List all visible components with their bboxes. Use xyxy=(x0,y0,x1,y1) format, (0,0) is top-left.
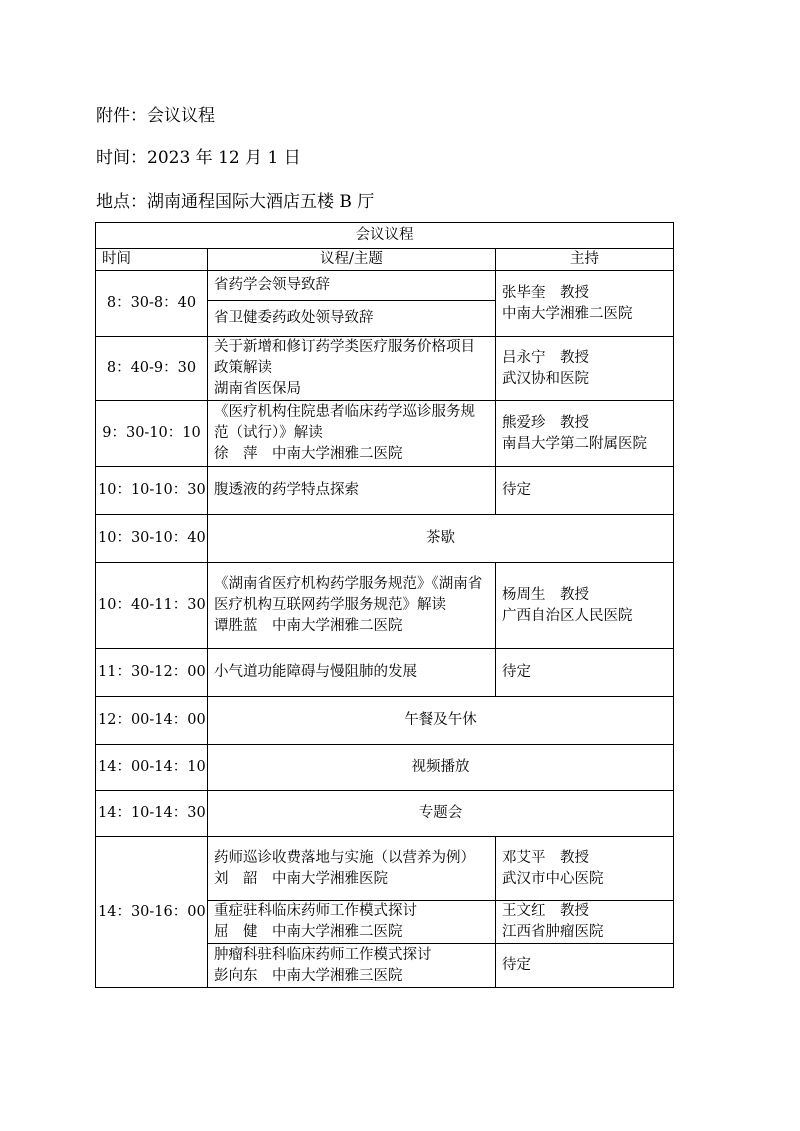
host-affiliation: 武汉协和医院 xyxy=(502,370,589,387)
break-cell: 视频播放 xyxy=(208,745,674,791)
host-affiliation: 南昌大学第二附属医院 xyxy=(502,435,647,452)
table-row xyxy=(96,837,674,901)
host-cell xyxy=(496,563,674,649)
time-cell: 14：10-14：30 xyxy=(96,791,208,837)
time-cell: 10：40-11：30 xyxy=(96,563,208,649)
host-cell xyxy=(496,271,674,337)
host-name: 熊爱珍 教授 xyxy=(502,414,589,431)
topic-cell xyxy=(208,901,496,944)
topic-cell xyxy=(208,837,496,901)
time-cell: 14：00-14：10 xyxy=(96,745,208,791)
topic-cell xyxy=(208,563,496,649)
topic-speaker: 湖南省医保局 xyxy=(214,381,301,397)
break-cell: 专题会 xyxy=(208,791,674,837)
host-cell xyxy=(496,401,674,467)
meeting-time: 时间：2023 年 12 月 1 日 xyxy=(96,148,301,168)
topic-speaker: 屈 健 中南大学湘雅二医院 xyxy=(214,924,403,940)
break-cell: 午餐及午休 xyxy=(208,697,674,745)
topic-cell xyxy=(208,401,496,467)
agenda-table xyxy=(95,222,674,988)
time-cell: 10：10-10：30 xyxy=(96,467,208,515)
time-cell: 10：30-10：40 xyxy=(96,515,208,563)
table-row xyxy=(96,745,674,791)
topic-cell: 小气道功能障碍与慢阻肺的发展 xyxy=(208,649,496,697)
time-cell: 8：40-9：30 xyxy=(96,337,208,401)
host-name: 王文红 教授 xyxy=(502,903,589,919)
attachment-heading: 附件：会议议程 xyxy=(96,106,215,126)
host-cell: 待定 xyxy=(496,649,674,697)
topic-speaker: 刘 韶 中南大学湘雅医院 xyxy=(214,870,388,887)
host-name: 杨周生 教授 xyxy=(502,586,589,603)
break-cell: 茶歇 xyxy=(208,515,674,563)
host-cell: 待定 xyxy=(496,467,674,515)
column-header-topic: 议程/主题 xyxy=(208,249,496,271)
topic-title: 《医疗机构住院患者临床药学巡诊服务规范（试行）》解读 xyxy=(214,404,475,441)
host-affiliation: 中南大学湘雅二医院 xyxy=(502,305,633,322)
time-cell: 11：30-12：00 xyxy=(96,649,208,697)
host-name: 张毕奎 教授 xyxy=(502,284,589,301)
host-cell xyxy=(496,337,674,401)
topic-speaker: 徐 萍 中南大学湘雅二医院 xyxy=(214,446,403,462)
host-cell xyxy=(496,837,674,901)
meeting-location: 地点：湖南通程国际大酒店五楼 B 厅 xyxy=(96,192,375,212)
time-cell: 14：30-16：00 xyxy=(96,837,208,988)
time-cell: 9：30-10：10 xyxy=(96,401,208,467)
topic-cell: 省药学会领导致辞 xyxy=(208,271,496,301)
column-header-host: 主持 xyxy=(496,249,674,271)
table-row xyxy=(96,697,674,745)
topic-cell xyxy=(208,944,496,988)
table-row xyxy=(96,467,674,515)
table-row xyxy=(96,337,674,401)
host-affiliation: 武汉市中心医院 xyxy=(502,870,604,887)
host-name: 邓艾平 教授 xyxy=(502,849,589,866)
time-cell: 12：00-14：00 xyxy=(96,697,208,745)
table-row xyxy=(96,649,674,697)
host-cell xyxy=(496,901,674,944)
topic-cell: 腹透液的药学特点探索 xyxy=(208,467,496,515)
host-cell: 待定 xyxy=(496,944,674,988)
topic-title: 重症驻科临床药师工作模式探讨 xyxy=(214,903,417,919)
table-title: 会议议程 xyxy=(96,223,674,249)
table-row xyxy=(96,515,674,563)
host-affiliation: 江西省肿瘤医院 xyxy=(502,924,604,940)
topic-title: 《湖南省医疗机构药学服务规范》《湖南省医疗机构互联网药学服务规范》解读 xyxy=(214,576,483,613)
time-cell: 8：30-8：40 xyxy=(96,271,208,337)
topic-speaker: 谭胜蓝 中南大学湘雅二医院 xyxy=(214,618,403,634)
table-row xyxy=(96,271,674,301)
topic-cell: 省卫健委药政处领导致辞 xyxy=(208,301,496,337)
topic-title: 肿瘤科驻科临床药师工作模式探讨 xyxy=(214,946,432,963)
topic-title: 药师巡诊收费落地与实施（以营养为例） xyxy=(214,849,475,866)
table-row xyxy=(96,563,674,649)
table-title-row xyxy=(96,223,674,249)
host-affiliation: 广西自治区人民医院 xyxy=(502,607,633,624)
topic-cell xyxy=(208,337,496,401)
table-header-row xyxy=(96,249,674,271)
table-row xyxy=(96,401,674,467)
topic-speaker: 彭向东 中南大学湘雅三医院 xyxy=(214,967,403,984)
host-name: 吕永宁 教授 xyxy=(502,349,589,366)
table-row xyxy=(96,791,674,837)
topic-title: 关于新增和修订药学类医疗服务价格项目政策解读 xyxy=(214,339,475,376)
column-header-time: 时间 xyxy=(96,249,208,271)
